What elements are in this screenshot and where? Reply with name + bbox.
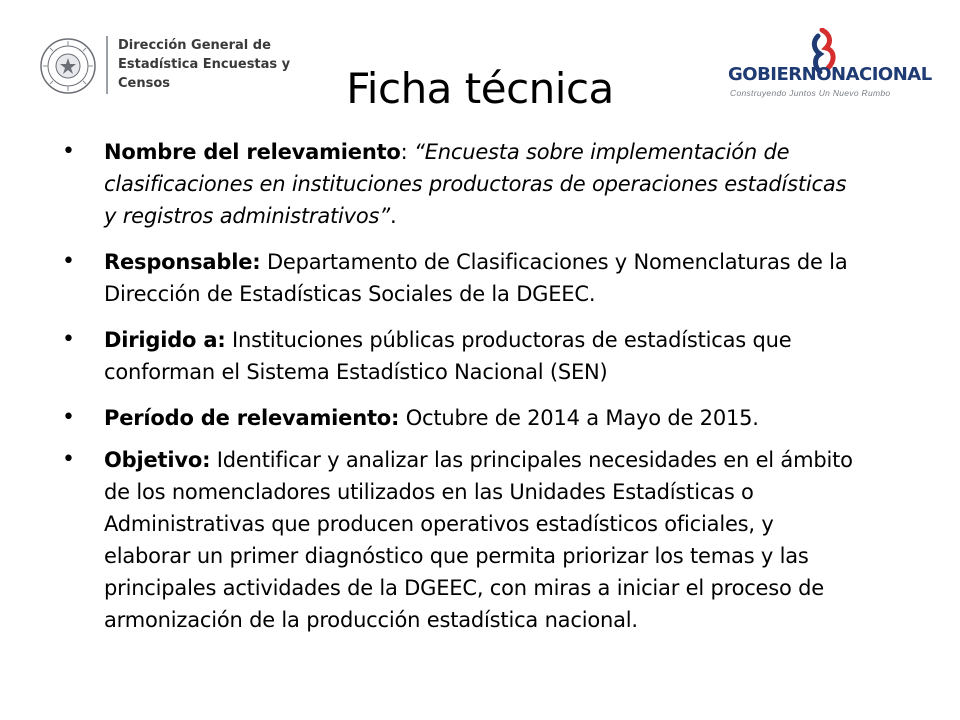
logo-word-nacional: NACIONAL — [831, 64, 932, 85]
bullet-text: Departamento de Clasificaciones y Nomenclaturas de la Dirección de Estadísticas Sociales de la DGEEC. — [104, 250, 848, 306]
bullet-label: Responsable: — [104, 250, 261, 274]
bullet-dot: • — [62, 447, 75, 472]
bullet-dot: • — [62, 139, 75, 164]
bullet-list — [62, 136, 862, 650]
bullet-item-responsable — [62, 246, 862, 310]
bullet-item-nombre — [62, 136, 862, 232]
bullet-dot: • — [62, 249, 75, 274]
bullet-label: Objetivo: — [104, 448, 211, 472]
bullet-text: Octubre de 2014 a Mayo de 2015. — [399, 406, 759, 430]
bullet-separator: : — [400, 140, 415, 164]
slide-title: Ficha técnica — [346, 64, 614, 113]
bullet-text: Identificar y analizar las principales necesidades en el ámbito de los nomencladores utilizados en las Unidades Estadísticas o Administrativas que producen operativos estadísticos oficiales, y elaborar un primer diagnóstico que permita priorizar los temas y las principales actividades de la DGEEC, con miras a iniciar el proceso de armonización de la producción estadística nacional. — [104, 448, 853, 632]
bullet-label: Nombre del relevamiento — [104, 140, 401, 164]
bullet-text: Instituciones públicas productoras de estadísticas que conforman el Sistema Estadístico Nacional (SEN) — [104, 328, 792, 384]
agency-name-line-1: Dirección General de — [118, 38, 271, 53]
bullet-tail: . — [389, 204, 397, 228]
bullet-dot: • — [62, 405, 75, 430]
agency-name-line-3: Censos — [118, 76, 171, 91]
agency-name-line-2: Estadística Encuestas y — [118, 57, 291, 72]
bullet-text: “Encuesta sobre implementación de clasificaciones en instituciones productoras de operaciones estadísticas y registros administrativos” — [104, 140, 847, 228]
bullet-dot: • — [62, 327, 75, 352]
bullet-item-dirigido — [62, 324, 862, 388]
bullet-label: Período de relevamiento: — [104, 406, 400, 430]
logo-word-gobierno: GOBIERNO — [728, 64, 832, 85]
logo-tagline: Construyendo Juntos Un Nuevo Rumbo — [730, 88, 891, 98]
bullet-label: Dirigido a: — [104, 328, 226, 352]
bullet-item-objetivo — [62, 444, 862, 636]
bullet-item-periodo — [62, 402, 862, 434]
